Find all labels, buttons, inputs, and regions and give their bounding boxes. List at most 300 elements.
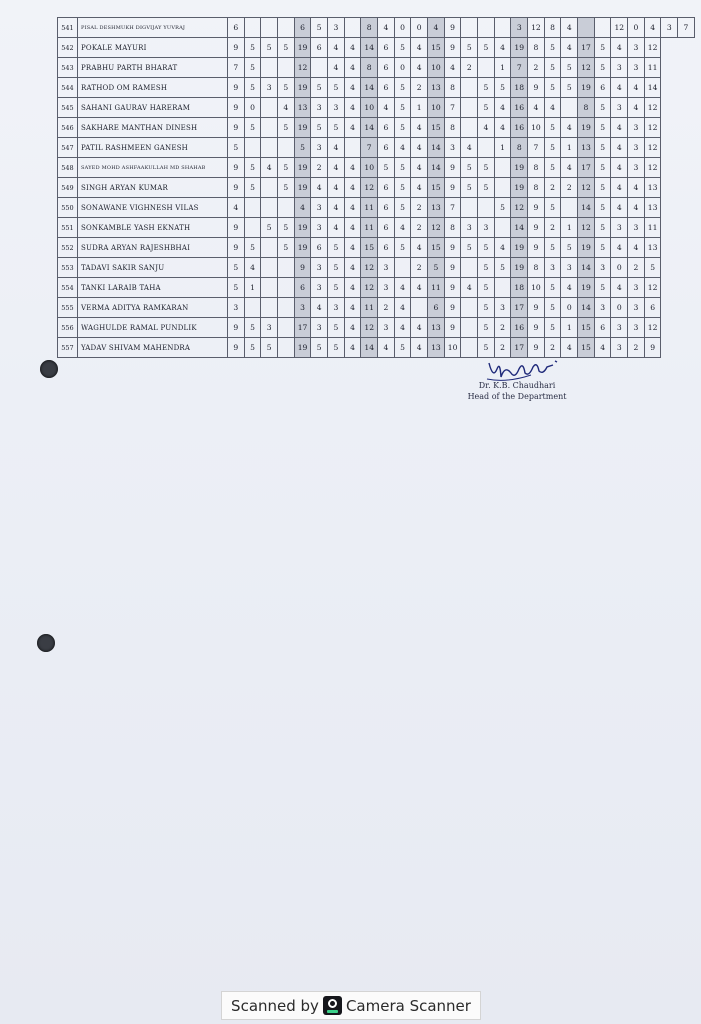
mark-cell: 4	[261, 158, 278, 178]
mark-cell	[461, 118, 478, 138]
mark-cell: 9	[228, 98, 245, 118]
roll-number-cell: 557	[58, 338, 78, 358]
table-row	[58, 338, 695, 358]
mark-cell: 4	[611, 178, 628, 198]
mark-cell: 15	[428, 38, 445, 58]
mark-cell	[394, 258, 411, 278]
mark-cell: 5	[328, 278, 345, 298]
table-row	[58, 198, 695, 218]
mark-cell: 5	[478, 38, 495, 58]
mark-cell: 4	[344, 318, 361, 338]
mark-cell: 5	[328, 118, 345, 138]
mark-cell: 5	[244, 238, 261, 258]
mark-cell: 9	[444, 318, 461, 338]
mark-cell	[461, 78, 478, 98]
mark-cell	[261, 298, 278, 318]
table-row	[58, 158, 695, 178]
mark-cell: 0	[561, 298, 578, 318]
mark-cell: 5	[494, 258, 511, 278]
mark-cell: 4	[378, 18, 395, 38]
mark-cell: 2	[628, 258, 645, 278]
mark-cell: 4	[411, 118, 428, 138]
mark-cell	[461, 258, 478, 278]
mark-cell	[478, 138, 495, 158]
mark-cell: 5	[294, 138, 311, 158]
mark-cell: 4	[628, 98, 645, 118]
table-row	[58, 178, 695, 198]
mark-cell: 9	[444, 238, 461, 258]
mark-cell: 8	[444, 118, 461, 138]
mark-cell: 5	[594, 98, 611, 118]
mark-cell: 5	[594, 138, 611, 158]
mark-cell	[244, 198, 261, 218]
mark-cell: 3	[478, 218, 495, 238]
roll-number-cell: 545	[58, 98, 78, 118]
mark-cell: 2	[311, 158, 328, 178]
mark-cell: 5	[244, 338, 261, 358]
mark-cell: 5	[244, 78, 261, 98]
mark-cell: 19	[511, 38, 528, 58]
mark-cell: 5	[544, 318, 561, 338]
mark-cell: 0	[611, 298, 628, 318]
mark-cell: 4	[344, 238, 361, 258]
mark-cell: 12	[578, 58, 595, 78]
mark-cell: 4	[411, 138, 428, 158]
roll-number-cell: 541	[58, 18, 78, 38]
mark-cell: 6	[378, 238, 395, 258]
mark-cell: 8	[528, 258, 545, 278]
table-row	[58, 258, 695, 278]
mark-cell: 5	[594, 38, 611, 58]
mark-cell: 5	[394, 118, 411, 138]
mark-cell: 4	[594, 338, 611, 358]
mark-cell: 14	[428, 138, 445, 158]
mark-cell: 16	[511, 98, 528, 118]
mark-cell: 4	[428, 18, 445, 38]
mark-cell: 6	[294, 18, 311, 38]
mark-cell	[244, 18, 261, 38]
student-name-cell: TANKI LARAIB TAHA	[78, 278, 228, 298]
mark-cell: 0	[628, 18, 645, 38]
mark-cell: 9	[228, 238, 245, 258]
mark-cell	[478, 58, 495, 78]
mark-cell: 8	[361, 18, 378, 38]
mark-cell: 5	[478, 178, 495, 198]
mark-cell: 4	[411, 278, 428, 298]
mark-cell: 11	[428, 278, 445, 298]
mark-cell: 16	[511, 318, 528, 338]
mark-cell: 4	[494, 38, 511, 58]
mark-cell	[561, 198, 578, 218]
mark-cell: 19	[511, 258, 528, 278]
mark-cell: 4	[411, 318, 428, 338]
mark-cell: 3	[628, 298, 645, 318]
mark-cell: 4	[328, 198, 345, 218]
mark-cell: 5	[561, 238, 578, 258]
mark-cell: 13	[644, 198, 661, 218]
mark-cell: 17	[294, 318, 311, 338]
mark-cell: 5	[594, 198, 611, 218]
table-row	[58, 278, 695, 298]
mark-cell: 11	[644, 218, 661, 238]
mark-cell: 3	[628, 158, 645, 178]
mark-cell: 2	[411, 198, 428, 218]
mark-cell: 3	[628, 118, 645, 138]
mark-cell: 14	[361, 78, 378, 98]
marks-table	[57, 17, 695, 358]
mark-cell	[244, 138, 261, 158]
mark-cell: 10	[361, 158, 378, 178]
student-name-cell: SAKHARE MANTHAN DINESH	[78, 118, 228, 138]
mark-cell: 19	[578, 78, 595, 98]
mark-cell: 5	[494, 78, 511, 98]
table-row	[58, 238, 695, 258]
table-row	[58, 58, 695, 78]
mark-cell: 4	[528, 98, 545, 118]
mark-cell: 4	[328, 58, 345, 78]
mark-cell: 5	[244, 158, 261, 178]
mark-cell: 7	[511, 58, 528, 78]
mark-cell: 5	[261, 218, 278, 238]
mark-cell: 15	[428, 178, 445, 198]
signature-block	[462, 355, 572, 401]
mark-cell: 11	[644, 58, 661, 78]
mark-cell: 4	[561, 38, 578, 58]
mark-cell: 5	[544, 158, 561, 178]
mark-cell: 6	[594, 318, 611, 338]
student-name-cell: PISAL DESHMUKH DIGVIJAY YUVRAJ	[78, 18, 228, 38]
student-name-cell: VERMA ADITYA RAMKARAN	[78, 298, 228, 318]
mark-cell	[278, 318, 295, 338]
mark-cell: 5	[394, 178, 411, 198]
mark-cell: 5	[244, 318, 261, 338]
mark-cell: 10	[428, 58, 445, 78]
signatory-title: Head of the Department	[467, 392, 567, 401]
mark-cell: 4	[328, 178, 345, 198]
mark-cell: 12	[511, 198, 528, 218]
mark-cell: 9	[528, 218, 545, 238]
mark-cell: 5	[394, 238, 411, 258]
mark-cell: 5	[278, 158, 295, 178]
mark-cell: 17	[511, 298, 528, 318]
mark-cell: 5	[228, 258, 245, 278]
mark-cell: 5	[478, 258, 495, 278]
roll-number-cell: 556	[58, 318, 78, 338]
mark-cell	[261, 278, 278, 298]
mark-cell: 3	[378, 258, 395, 278]
mark-cell: 3	[328, 18, 345, 38]
mark-cell: 5	[328, 78, 345, 98]
mark-cell: 8	[578, 98, 595, 118]
mark-cell: 4	[561, 118, 578, 138]
mark-cell: 2	[528, 58, 545, 78]
mark-cell: 12	[644, 38, 661, 58]
mark-cell: 4	[411, 178, 428, 198]
mark-cell	[461, 318, 478, 338]
mark-cell: 4	[461, 138, 478, 158]
mark-cell: 8	[544, 18, 561, 38]
mark-cell: 19	[578, 238, 595, 258]
mark-cell: 3	[461, 218, 478, 238]
mark-cell: 9	[444, 278, 461, 298]
mark-cell: 5	[494, 198, 511, 218]
mark-cell: 5	[311, 118, 328, 138]
mark-cell: 5	[478, 238, 495, 258]
mark-cell: 1	[411, 98, 428, 118]
mark-cell: 9	[528, 198, 545, 218]
mark-cell: 6	[294, 278, 311, 298]
mark-cell: 4	[411, 38, 428, 58]
mark-cell: 3	[444, 138, 461, 158]
roll-number-cell: 548	[58, 158, 78, 178]
mark-cell	[494, 178, 511, 198]
mark-cell: 15	[578, 318, 595, 338]
mark-cell: 3	[378, 318, 395, 338]
mark-cell: 5	[278, 218, 295, 238]
mark-cell: 19	[578, 278, 595, 298]
mark-cell: 4	[344, 338, 361, 358]
mark-cell: 1	[561, 218, 578, 238]
mark-cell: 1	[561, 318, 578, 338]
mark-cell: 3	[294, 298, 311, 318]
mark-cell	[478, 198, 495, 218]
mark-cell: 4	[628, 78, 645, 98]
mark-cell: 9	[644, 338, 661, 358]
mark-cell: 5	[328, 258, 345, 278]
mark-cell: 14	[578, 298, 595, 318]
mark-cell: 10	[528, 118, 545, 138]
mark-cell: 2	[378, 298, 395, 318]
mark-cell: 5	[544, 278, 561, 298]
mark-cell: 3	[261, 318, 278, 338]
punch-hole	[37, 634, 55, 652]
mark-cell: 5	[311, 78, 328, 98]
mark-cell: 5	[544, 238, 561, 258]
mark-cell	[561, 98, 578, 118]
mark-cell	[578, 18, 595, 38]
mark-cell: 19	[294, 38, 311, 58]
mark-cell: 9	[444, 38, 461, 58]
mark-cell: 6	[378, 38, 395, 58]
mark-cell: 4	[611, 238, 628, 258]
mark-cell: 5	[311, 338, 328, 358]
mark-cell: 2	[544, 178, 561, 198]
mark-cell: 4	[344, 158, 361, 178]
mark-cell: 8	[444, 218, 461, 238]
mark-cell: 5	[461, 158, 478, 178]
mark-cell: 7	[444, 198, 461, 218]
mark-cell: 14	[511, 218, 528, 238]
mark-cell: 3	[311, 278, 328, 298]
mark-cell: 15	[578, 338, 595, 358]
mark-cell: 3	[611, 338, 628, 358]
mark-cell	[278, 138, 295, 158]
mark-cell: 5	[244, 118, 261, 138]
mark-cell: 5	[478, 78, 495, 98]
mark-cell: 5	[478, 98, 495, 118]
mark-cell: 3	[261, 78, 278, 98]
mark-cell	[261, 98, 278, 118]
mark-cell: 9	[528, 238, 545, 258]
mark-cell	[494, 278, 511, 298]
mark-cell: 2	[561, 178, 578, 198]
mark-cell: 4	[328, 38, 345, 58]
mark-cell: 3	[628, 278, 645, 298]
mark-cell: 6	[378, 198, 395, 218]
table-row	[58, 298, 695, 318]
mark-cell	[594, 18, 611, 38]
mark-cell: 3	[544, 258, 561, 278]
roll-number-cell: 542	[58, 38, 78, 58]
mark-cell: 13	[428, 198, 445, 218]
mark-cell: 4	[394, 278, 411, 298]
mark-cell: 4	[344, 278, 361, 298]
mark-cell: 15	[361, 238, 378, 258]
mark-cell: 15	[428, 118, 445, 138]
mark-cell: 8	[528, 38, 545, 58]
mark-cell	[311, 58, 328, 78]
student-name-cell: POKALE MAYURI	[78, 38, 228, 58]
mark-cell	[494, 218, 511, 238]
mark-cell: 1	[494, 138, 511, 158]
mark-cell: 5	[278, 178, 295, 198]
mark-cell: 7	[361, 138, 378, 158]
mark-cell: 4	[344, 58, 361, 78]
mark-cell	[278, 298, 295, 318]
mark-cell: 0	[394, 18, 411, 38]
mark-cell: 5	[394, 38, 411, 58]
mark-cell: 4	[394, 218, 411, 238]
mark-cell: 2	[411, 78, 428, 98]
camera-icon	[323, 996, 342, 1015]
mark-cell: 5	[594, 118, 611, 138]
mark-cell: 6	[311, 38, 328, 58]
mark-cell: 9	[228, 38, 245, 58]
student-name-cell: YADAV SHIVAM MAHENDRA	[78, 338, 228, 358]
mark-cell: 10	[444, 338, 461, 358]
punch-hole	[40, 360, 58, 378]
mark-cell	[278, 338, 295, 358]
mark-cell: 14	[361, 38, 378, 58]
mark-cell: 3	[311, 138, 328, 158]
mark-cell: 8	[528, 158, 545, 178]
mark-cell: 2	[494, 318, 511, 338]
mark-cell: 10	[361, 98, 378, 118]
mark-cell: 6	[594, 78, 611, 98]
mark-cell	[461, 198, 478, 218]
roll-number-cell: 547	[58, 138, 78, 158]
mark-cell: 5	[394, 198, 411, 218]
mark-cell: 12	[644, 98, 661, 118]
mark-cell: 5	[461, 178, 478, 198]
mark-cell: 19	[578, 118, 595, 138]
mark-cell: 3	[511, 18, 528, 38]
mark-cell	[261, 198, 278, 218]
mark-cell: 8	[361, 58, 378, 78]
mark-cell: 2	[411, 218, 428, 238]
mark-cell: 6	[428, 298, 445, 318]
mark-cell: 5	[244, 178, 261, 198]
mark-cell	[278, 258, 295, 278]
mark-cell: 4	[628, 238, 645, 258]
scanned-by-label: Scanned by	[231, 996, 319, 1015]
mark-cell: 4	[494, 118, 511, 138]
mark-cell: 0	[411, 18, 428, 38]
mark-cell: 14	[361, 338, 378, 358]
marks-table-body	[58, 18, 695, 358]
mark-cell: 14	[644, 78, 661, 98]
mark-cell: 6	[378, 78, 395, 98]
mark-cell	[261, 178, 278, 198]
mark-cell: 4	[644, 18, 661, 38]
mark-cell: 12	[644, 138, 661, 158]
mark-cell: 5	[394, 158, 411, 178]
mark-cell: 3	[561, 258, 578, 278]
roll-number-cell: 546	[58, 118, 78, 138]
mark-cell: 3	[311, 218, 328, 238]
mark-cell	[261, 258, 278, 278]
mark-cell	[261, 118, 278, 138]
table-row	[58, 118, 695, 138]
mark-cell: 4	[344, 178, 361, 198]
mark-cell: 5	[544, 138, 561, 158]
mark-cell: 3	[628, 218, 645, 238]
student-name-cell: PRABHU PARTH BHARAT	[78, 58, 228, 78]
mark-cell: 5	[244, 38, 261, 58]
mark-cell: 18	[511, 278, 528, 298]
mark-cell: 12	[611, 18, 628, 38]
mark-cell: 12	[528, 18, 545, 38]
mark-cell: 4	[394, 298, 411, 318]
mark-cell	[278, 18, 295, 38]
mark-cell: 4	[611, 198, 628, 218]
mark-cell: 4	[628, 198, 645, 218]
mark-cell: 4	[611, 78, 628, 98]
mark-cell: 12	[361, 258, 378, 278]
mark-cell: 4	[411, 58, 428, 78]
mark-cell: 5	[328, 238, 345, 258]
mark-cell: 19	[294, 238, 311, 258]
mark-cell: 4	[561, 158, 578, 178]
mark-cell: 12	[644, 318, 661, 338]
mark-cell: 5	[594, 278, 611, 298]
student-name-cell: PATIL RASHMEEN GANESH	[78, 138, 228, 158]
mark-cell	[411, 298, 428, 318]
mark-cell: 4	[344, 38, 361, 58]
mark-cell: 13	[644, 178, 661, 198]
mark-cell	[244, 298, 261, 318]
mark-cell: 8	[511, 138, 528, 158]
mark-cell: 9	[228, 218, 245, 238]
mark-cell: 5	[594, 218, 611, 238]
mark-cell: 4	[344, 298, 361, 318]
mark-cell: 9	[444, 258, 461, 278]
roll-number-cell: 543	[58, 58, 78, 78]
student-name-cell: SAYED MOHD ASHFAAKULLAH MD SHAHAB	[78, 158, 228, 178]
mark-cell: 5	[278, 118, 295, 138]
mark-cell: 6	[378, 138, 395, 158]
mark-cell: 6	[644, 298, 661, 318]
mark-cell: 5	[478, 158, 495, 178]
mark-cell: 6	[378, 58, 395, 78]
mark-cell: 3	[611, 58, 628, 78]
mark-cell: 5	[328, 338, 345, 358]
mark-cell: 3	[628, 318, 645, 338]
mark-cell: 4	[611, 118, 628, 138]
mark-cell: 3	[628, 138, 645, 158]
mark-cell: 3	[494, 298, 511, 318]
mark-cell: 0	[611, 258, 628, 278]
